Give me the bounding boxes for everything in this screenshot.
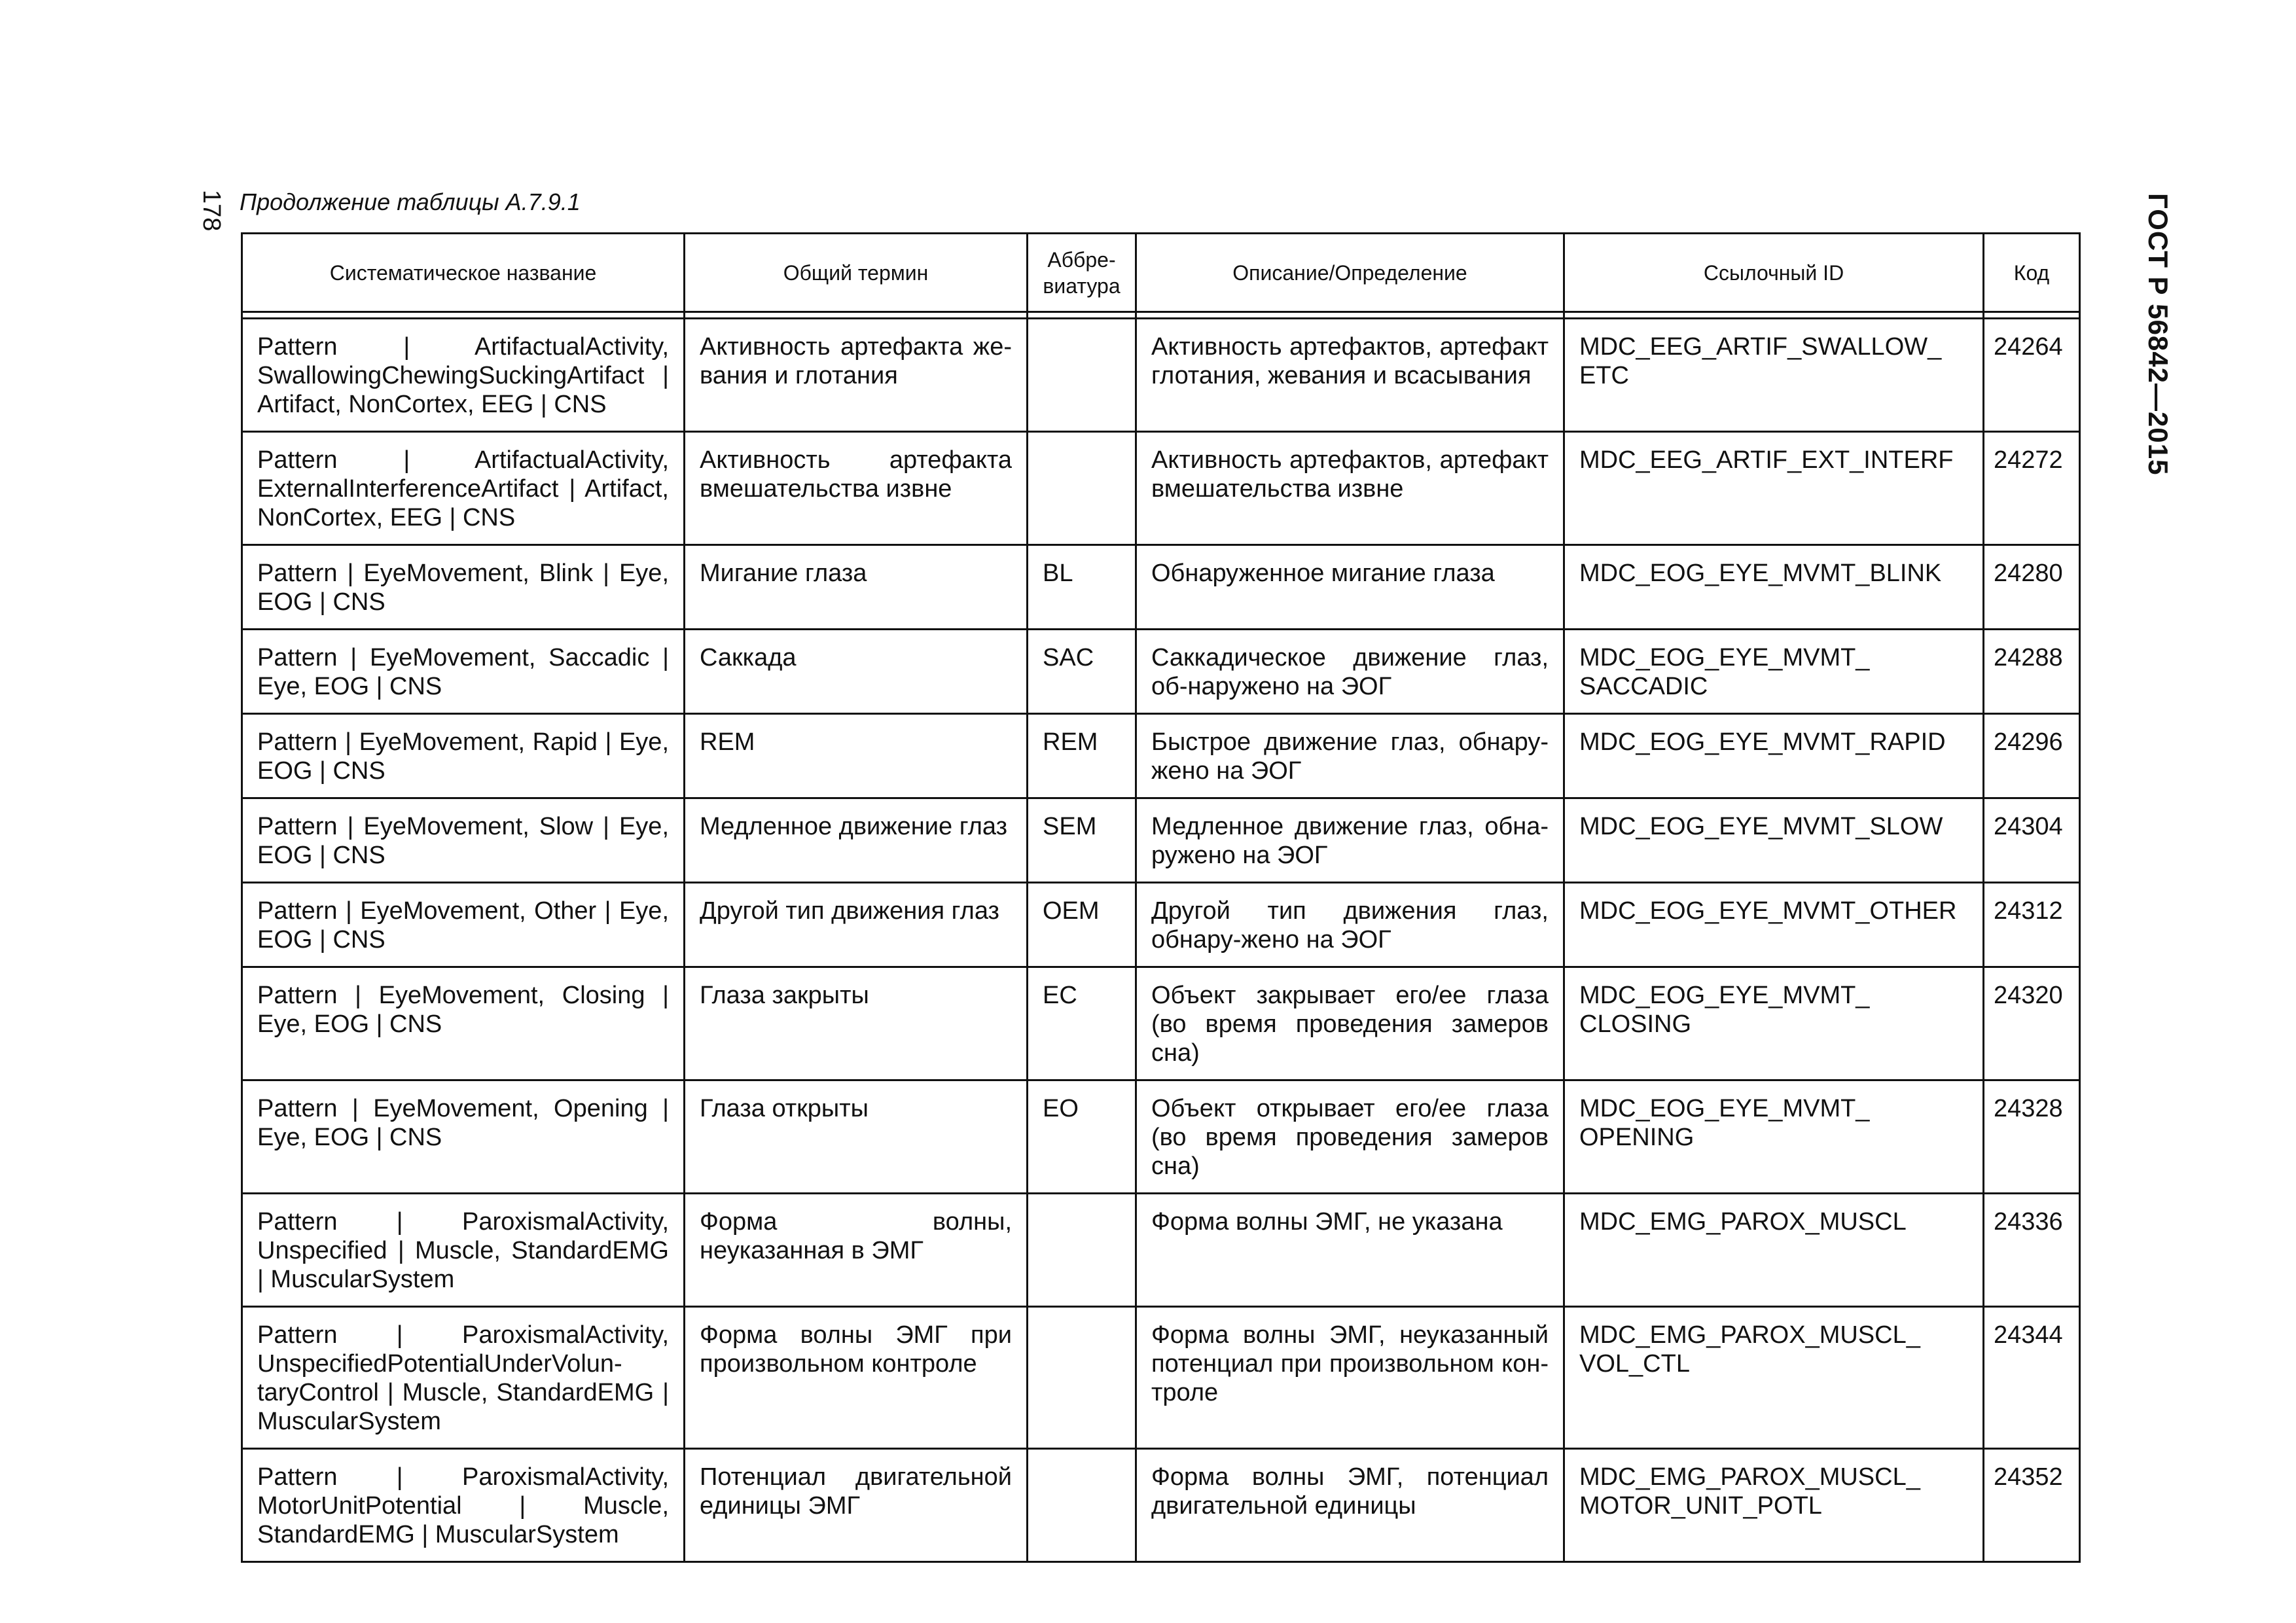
header-abbreviation: Аббре-виатура <box>1028 234 1136 312</box>
cell-reference-id: MDC_EMG_PAROX_MUSCL <box>1564 1194 1984 1307</box>
cell-reference-id: MDC_EOG_EYE_MVMT_ OPENING <box>1564 1080 1984 1194</box>
cell-systematic-name: Pattern | ArtifactualActivity, ExternalInterferenceArtifact | Artifact, NonCortex, EEG | CNS <box>242 432 685 545</box>
cell-description: Обнаруженное мигание глаза <box>1136 545 1564 630</box>
cell-abbreviation: REM <box>1028 714 1136 798</box>
cell-reference-id: MDC_EOG_EYE_MVMT_ CLOSING <box>1564 967 1984 1080</box>
table-body <box>242 319 2080 1562</box>
table-header <box>242 234 2080 319</box>
document-title: ГОСТ Р 56842—2015 <box>2143 193 2174 476</box>
header-code: Код <box>1984 234 2080 312</box>
cell-systematic-name: Pattern | ArtifactualActivity, SwallowingChewingSuckingArtifact | Artifact, NonCortex, EEG | CNS <box>242 319 685 432</box>
table-row <box>242 545 2080 630</box>
table-row <box>242 1080 2080 1194</box>
cell-abbreviation <box>1028 1307 1136 1449</box>
table-row <box>242 432 2080 545</box>
cell-code: 24336 <box>1984 1194 2080 1307</box>
header-systematic-name: Систематическое название <box>242 234 685 312</box>
header-reference-id: Ссылочный ID <box>1564 234 1984 312</box>
cell-code: 24344 <box>1984 1307 2080 1449</box>
cell-description: Активность артефактов, артефакт вмешательства извне <box>1136 432 1564 545</box>
cell-abbreviation <box>1028 1449 1136 1562</box>
cell-systematic-name: Pattern | EyeMovement, Opening | Eye, EOG | CNS <box>242 1080 685 1194</box>
cell-description: Быстрое движение глаз, обнару-жено на ЭОГ <box>1136 714 1564 798</box>
cell-reference-id: MDC_EEG_ARTIF_EXT_INTERF <box>1564 432 1984 545</box>
table-row <box>242 1194 2080 1307</box>
table-row <box>242 714 2080 798</box>
cell-systematic-name: Pattern | EyeMovement, Blink | Eye, EOG | CNS <box>242 545 685 630</box>
table-row <box>242 1449 2080 1562</box>
cell-code: 24272 <box>1984 432 2080 545</box>
cell-abbreviation: SEM <box>1028 798 1136 883</box>
table-row <box>242 967 2080 1080</box>
cell-code: 24312 <box>1984 883 2080 967</box>
cell-common-term: Потенциал двигательной единицы ЭМГ <box>685 1449 1028 1562</box>
cell-reference-id: MDC_EOG_EYE_MVMT_BLINK <box>1564 545 1984 630</box>
cell-reference-id: MDC_EMG_PAROX_MUSCL_ MOTOR_UNIT_POTL <box>1564 1449 1984 1562</box>
cell-code: 24296 <box>1984 714 2080 798</box>
cell-common-term: Медленное движение глаз <box>685 798 1028 883</box>
terms-table <box>241 232 2081 1563</box>
cell-systematic-name: Pattern | EyeMovement, Rapid | Eye, EOG | CNS <box>242 714 685 798</box>
cell-description: Объект закрывает его/ее глаза (во время проведения замеров сна) <box>1136 967 1564 1080</box>
cell-systematic-name: Pattern | ParoxismalActivity, UnspecifiedPotentialUnderVolun-taryControl | Muscle, StandardEMG | MuscularSystem <box>242 1307 685 1449</box>
cell-description: Форма волны ЭМГ, потенциал двигательной единицы <box>1136 1449 1564 1562</box>
cell-code: 24288 <box>1984 630 2080 714</box>
cell-description: Объект открывает его/ее глаза (во время проведения замеров сна) <box>1136 1080 1564 1194</box>
page-number: 178 <box>198 190 225 232</box>
cell-common-term: Глаза открыты <box>685 1080 1028 1194</box>
cell-abbreviation: EO <box>1028 1080 1136 1194</box>
cell-abbreviation: OEM <box>1028 883 1136 967</box>
header-description: Описание/Определение <box>1136 234 1564 312</box>
cell-abbreviation: SAC <box>1028 630 1136 714</box>
cell-reference-id: MDC_EOG_EYE_MVMT_OTHER <box>1564 883 1984 967</box>
cell-reference-id: MDC_EOG_EYE_MVMT_SLOW <box>1564 798 1984 883</box>
table-row <box>242 798 2080 883</box>
cell-description: Форма волны ЭМГ, не указана <box>1136 1194 1564 1307</box>
cell-reference-id: MDC_EMG_PAROX_MUSCL_ VOL_CTL <box>1564 1307 1984 1449</box>
cell-abbreviation <box>1028 319 1136 432</box>
cell-systematic-name: Pattern | EyeMovement, Saccadic | Eye, EOG | CNS <box>242 630 685 714</box>
cell-description: Другой тип движения глаз, обнару-жено на ЭОГ <box>1136 883 1564 967</box>
cell-common-term: Форма волны, неуказанная в ЭМГ <box>685 1194 1028 1307</box>
cell-abbreviation: BL <box>1028 545 1136 630</box>
table-row <box>242 883 2080 967</box>
cell-description: Медленное движение глаз, обна-ружено на ЭОГ <box>1136 798 1564 883</box>
cell-common-term: Глаза закрыты <box>685 967 1028 1080</box>
cell-systematic-name: Pattern | EyeMovement, Slow | Eye, EOG | CNS <box>242 798 685 883</box>
cell-common-term: Саккада <box>685 630 1028 714</box>
table-row <box>242 630 2080 714</box>
cell-common-term: Другой тип движения глаз <box>685 883 1028 967</box>
cell-systematic-name: Pattern | ParoxismalActivity, Unspecified | Muscle, StandardEMG | MuscularSystem <box>242 1194 685 1307</box>
cell-reference-id: MDC_EEG_ARTIF_SWALLOW_ ETC <box>1564 319 1984 432</box>
cell-systematic-name: Pattern | EyeMovement, Closing | Eye, EOG | CNS <box>242 967 685 1080</box>
table-row <box>242 319 2080 432</box>
cell-common-term: REM <box>685 714 1028 798</box>
cell-description: Активность артефактов, артефакт глотания, жевания и всасывания <box>1136 319 1564 432</box>
cell-abbreviation <box>1028 432 1136 545</box>
cell-description: Саккадическое движение глаз, об-наружено на ЭОГ <box>1136 630 1564 714</box>
cell-abbreviation <box>1028 1194 1136 1307</box>
continuation-label: Продолжение таблицы А.7.9.1 <box>240 188 581 215</box>
cell-abbreviation: EC <box>1028 967 1136 1080</box>
cell-code: 24264 <box>1984 319 2080 432</box>
cell-reference-id: MDC_EOG_EYE_MVMT_RAPID <box>1564 714 1984 798</box>
cell-code: 24280 <box>1984 545 2080 630</box>
header-common-term: Общий термин <box>685 234 1028 312</box>
cell-common-term: Активность артефакта же-вания и глотания <box>685 319 1028 432</box>
cell-common-term: Активность артефакта вмешательства извне <box>685 432 1028 545</box>
cell-systematic-name: Pattern | ParoxismalActivity, MotorUnitPotential | Muscle, StandardEMG | MuscularSystem <box>242 1449 685 1562</box>
cell-description: Форма волны ЭМГ, неуказанный потенциал при произвольном кон-троле <box>1136 1307 1564 1449</box>
cell-common-term: Форма волны ЭМГ при произвольном контроле <box>685 1307 1028 1449</box>
table-row <box>242 1307 2080 1449</box>
cell-code: 24304 <box>1984 798 2080 883</box>
cell-code: 24352 <box>1984 1449 2080 1562</box>
cell-code: 24320 <box>1984 967 2080 1080</box>
cell-systematic-name: Pattern | EyeMovement, Other | Eye, EOG | CNS <box>242 883 685 967</box>
cell-common-term: Мигание глаза <box>685 545 1028 630</box>
cell-reference-id: MDC_EOG_EYE_MVMT_ SACCADIC <box>1564 630 1984 714</box>
cell-code: 24328 <box>1984 1080 2080 1194</box>
